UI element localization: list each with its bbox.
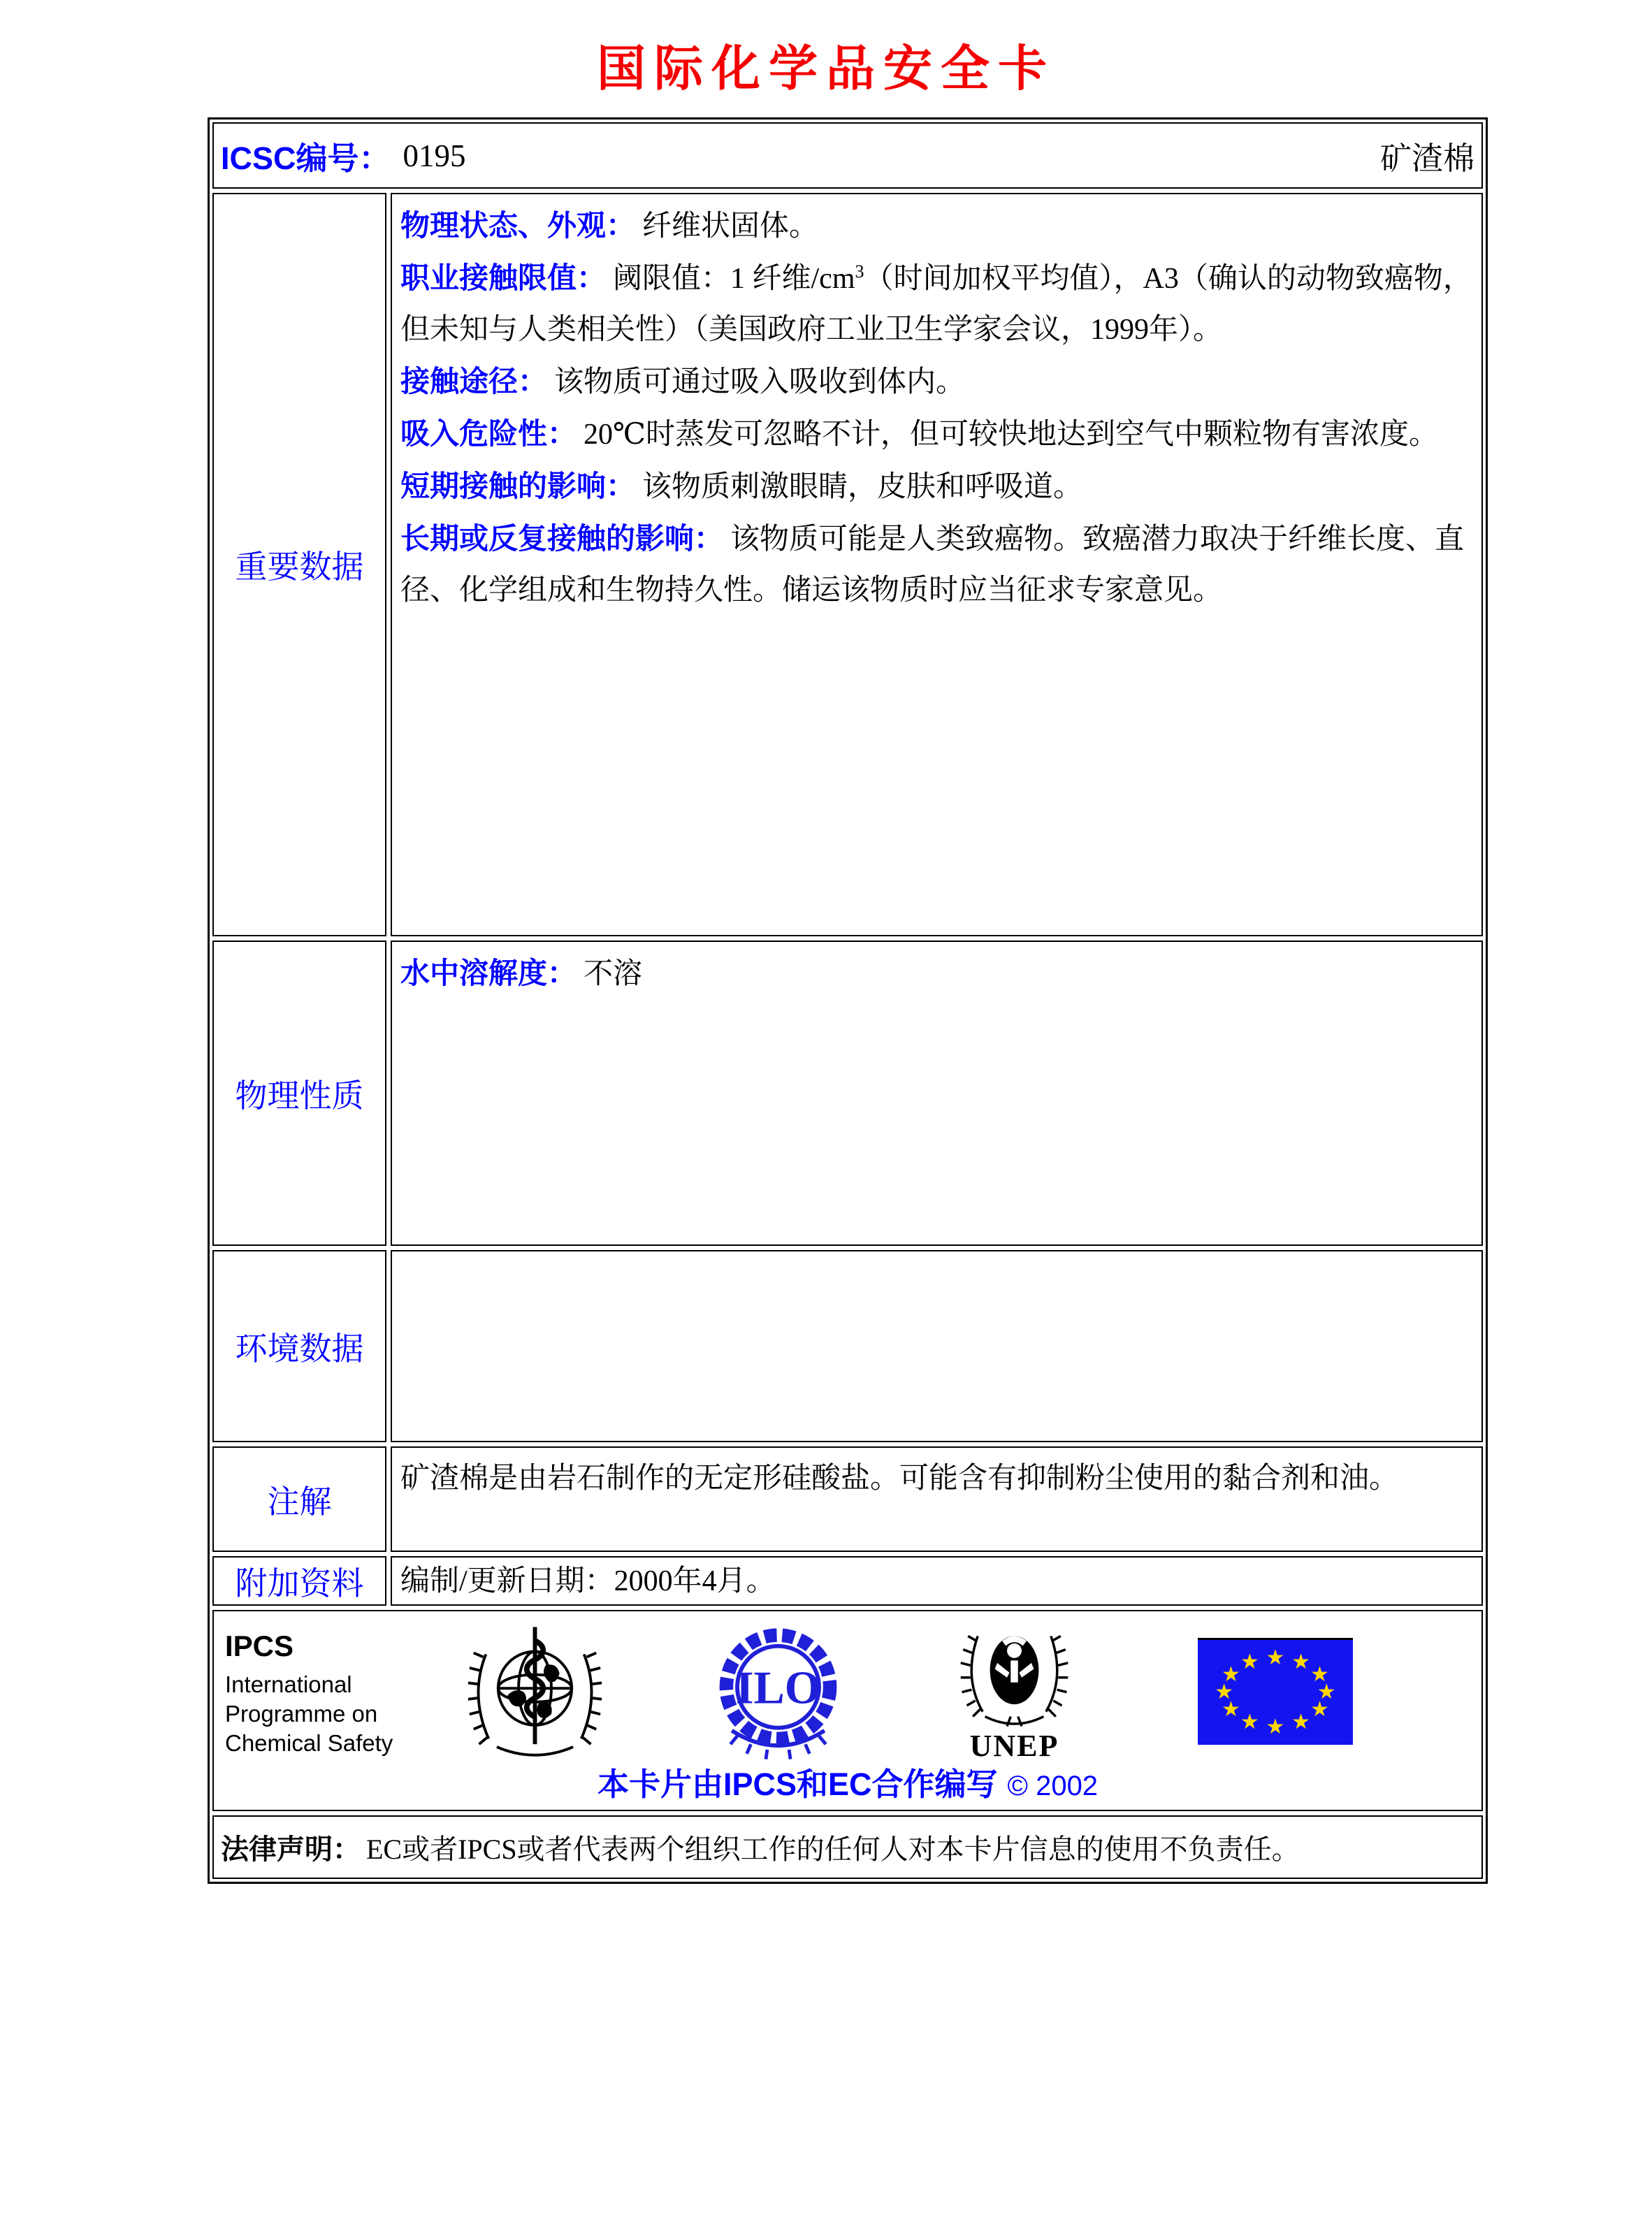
additional-info-content: [391, 1556, 1483, 1606]
footer-caption: [214, 1759, 1481, 1804]
ipcs-line1: International: [225, 1671, 352, 1697]
who-logo-icon: [467, 1624, 603, 1764]
field-label: 职业接触限值：: [400, 261, 607, 294]
field-value: （时间加权平均值），A3（确认的动物致癌物，但未知与人类相关性）（美国政府工业卫生学家会议，1999年）。: [400, 263, 1472, 346]
notes-content: [391, 1446, 1483, 1552]
substance-name: 矿渣棉: [1379, 141, 1475, 176]
field-value: 不溶: [584, 958, 643, 990]
physical-properties-content: [391, 941, 1483, 1246]
field-value: 该物质可通过吸入吸收到体内。: [554, 366, 966, 398]
field-label: 长期或反复接触的影响：: [400, 522, 724, 555]
field-value: 20℃时蒸发可忽略不计，但可较快地达到空气中颗粒物有害浓度。: [584, 419, 1439, 451]
icsc-number-row: [212, 122, 1483, 189]
caption-text: 本卡片由IPCS和EC合作编写: [597, 1766, 998, 1802]
environmental-data-content: [391, 1250, 1483, 1442]
legal-text: EC或者IPCS或者代表两个组织工作的任何人对本卡片信息的使用不负责任。: [366, 1834, 1300, 1865]
icsc-number-group: [221, 133, 466, 178]
ipcs-line2: Programme on: [225, 1701, 378, 1727]
svg-text:ILO: ILO: [735, 1662, 821, 1714]
ipcs-line3: Chemical Safety: [225, 1730, 393, 1756]
field-label: 水中溶解度：: [400, 957, 577, 989]
legal-label: 法律声明：: [221, 1834, 361, 1865]
data-item-occupational-limits: [400, 252, 1473, 356]
data-item-short-term-effects: [400, 460, 1473, 513]
icsc-header-cell: [212, 122, 1483, 189]
field-label: 接触途径：: [400, 365, 548, 398]
important-data-content: [391, 193, 1483, 936]
section-label-important-data: 重要数据: [212, 193, 386, 936]
field-label: 吸入危险性：: [400, 417, 577, 450]
eu-flag-icon: ★ ★ ★ ★ ★ ★ ★ ★ ★ ★ ★ ★: [1198, 1638, 1353, 1745]
field-value: 该物质刺激眼睛，皮肤和呼吸道。: [642, 471, 1083, 503]
environmental-data-row: [212, 1250, 1483, 1442]
section-label-additional-info: 附加资料: [212, 1556, 386, 1606]
data-item-water-solubility: [400, 948, 1473, 1000]
data-item-inhalation-risk: [400, 408, 1473, 460]
field-value: 阈限值：1 纤维/cm: [613, 263, 855, 295]
superscript: 3: [855, 261, 864, 282]
additional-info-text: 编制/更新日期：2000年4月。: [400, 1565, 776, 1597]
icsc-number-label: ICSC编号：: [221, 140, 391, 176]
notes-row: [212, 1446, 1483, 1552]
additional-info-row: [212, 1556, 1483, 1606]
ilo-logo-icon: [710, 1624, 846, 1764]
legal-cell: [212, 1815, 1483, 1879]
logos-row: [212, 1610, 1483, 1811]
field-label: 短期接触的影响：: [400, 470, 636, 502]
page-title: 国际化学品安全卡: [597, 43, 1055, 96]
data-item-long-term-effects: [400, 513, 1473, 616]
section-label-notes: 注解: [212, 1446, 386, 1552]
ipcs-acronym: IPCS: [225, 1629, 294, 1662]
logos-cell: [212, 1610, 1483, 1811]
icsc-number-value: 0195: [403, 138, 466, 173]
data-item-exposure-routes: [400, 356, 1473, 408]
unep-logo: [953, 1624, 1075, 1764]
copyright-text: © 2002: [1007, 1771, 1099, 1801]
safety-card-table: [208, 117, 1488, 1884]
field-label: 物理状态、外观：: [400, 209, 636, 242]
ipcs-wordmark: [225, 1629, 393, 1758]
section-label-physical-properties: 物理性质: [212, 941, 386, 1246]
physical-properties-row: [212, 941, 1483, 1246]
important-data-row: [212, 193, 1483, 936]
unep-logo-icon: [953, 1624, 1075, 1729]
notes-text: 矿渣棉是由岩石制作的无定形硅酸盐。可能含有抑制粉尘使用的黏合剂和油。: [400, 1462, 1399, 1495]
unep-wordmark: UNEP: [969, 1729, 1059, 1763]
section-label-environmental-data: 环境数据: [212, 1250, 386, 1442]
field-value: 纤维状固体。: [642, 210, 819, 242]
legal-row: [212, 1815, 1483, 1879]
field-value: 该物质可能是人类致癌物。致癌潜力取决于纤维长度、直径、化学组成和生物持久性。储运该物质时应当征求专家意见。: [400, 523, 1465, 607]
data-item-physical-state: [400, 200, 1473, 252]
